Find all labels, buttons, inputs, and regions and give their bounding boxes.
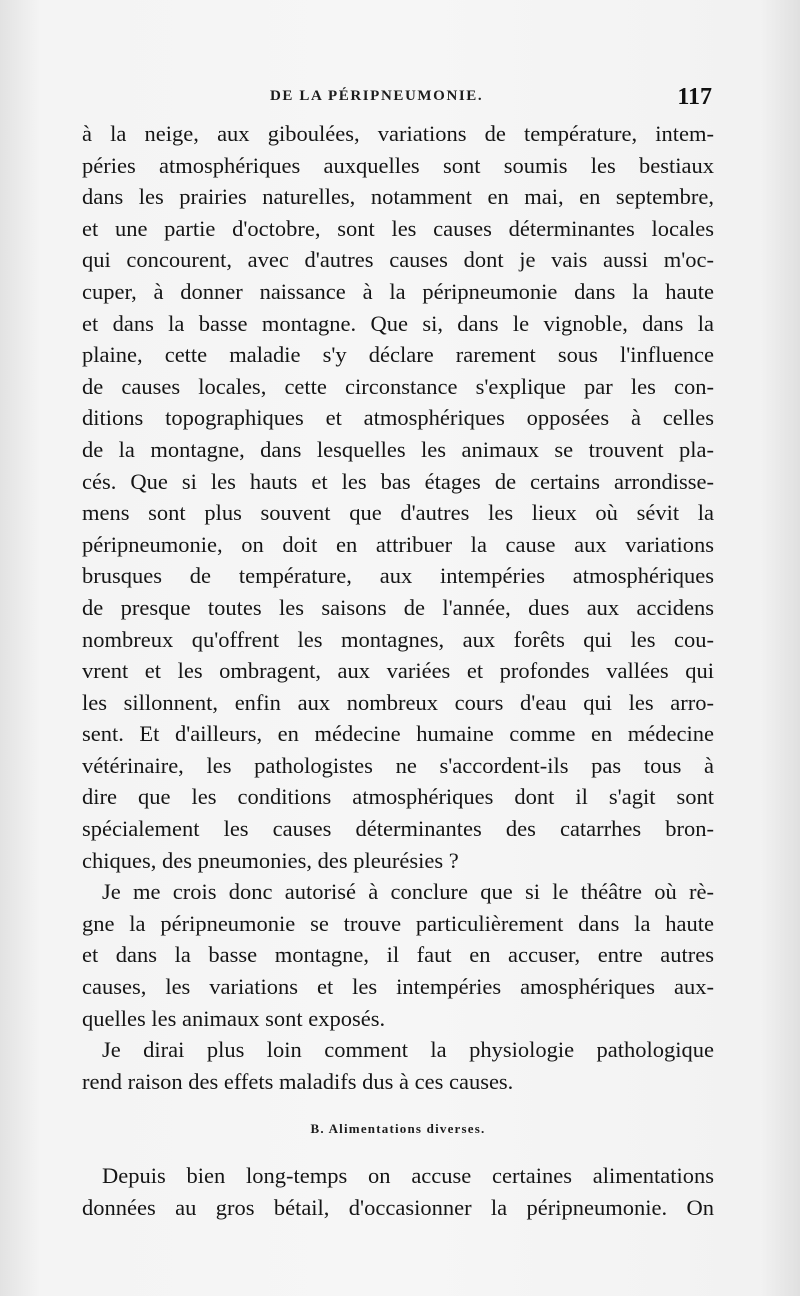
text-line: sent. Et d'ailleurs, en médecine humaine comme en médecine	[82, 721, 714, 747]
text-line: vétérinaire, les pathologistes ne s'accordent-ils pas tous à	[82, 752, 714, 778]
text-line: cés. Que si les hauts et les bas étages de certains arrondisse-	[82, 468, 714, 494]
text-line: données au gros bétail, d'occasionner la péripneumonie. On	[82, 1195, 714, 1220]
text-line: de la montagne, dans lesquelles les animaux se trouvent pla-	[82, 436, 714, 462]
paragraph-4	[82, 1160, 714, 1223]
text-line: chiques, des pneumonies, des pleurésies ?	[82, 847, 459, 873]
text-line: péries atmosphériques auxquelles sont soumis les bestiaux	[82, 152, 714, 178]
text-line: dire que les conditions atmosphériques dont il s'agit sont	[82, 784, 714, 810]
paragraph-3	[82, 1034, 714, 1097]
text-line: quelles les animaux sont exposés.	[82, 1005, 386, 1031]
running-head: DE LA PÉRIPNEUMONIE.	[270, 88, 484, 104]
paragraph-1	[82, 118, 714, 876]
text-line: ditions topographiques et atmosphériques opposées à celles	[82, 405, 714, 431]
text-line: Depuis bien long-temps on accuse certaines alimentations	[102, 1163, 714, 1189]
text-line: les sillonnent, enfin aux nombreux cours d'eau qui les arro-	[82, 689, 714, 715]
text-line: spécialement les causes déterminantes des catarrhes bron-	[82, 816, 714, 842]
text-line: mens sont plus souvent que d'autres les lieux où sévit la	[82, 500, 714, 526]
text-line: Je dirai plus loin comment la physiologie pathologique	[102, 1037, 714, 1063]
text-line: péripneumonie, on doit en attribuer la cause aux variations	[82, 531, 714, 557]
text-line: brusques de température, aux intempéries atmosphériques	[82, 563, 714, 589]
text-line: de causes locales, cette circonstance s'explique par les con-	[82, 373, 714, 399]
text-line: cuper, à donner naissance à la péripneumonie dans la haute	[82, 278, 714, 304]
text-line: et une partie d'octobre, sont les causes déterminantes locales	[82, 215, 714, 241]
page-number: 117	[677, 84, 712, 110]
text-line: et dans la basse montagne, il faut en accuser, entre autres	[82, 942, 714, 968]
text-line: à la neige, aux giboulées, variations de température, intem-	[82, 121, 714, 146]
text-line: gne la péripneumonie se trouve particulièrement dans la haute	[82, 910, 714, 936]
text-line: dans les prairies naturelles, notamment en mai, en septembre,	[82, 184, 714, 210]
text-line: vrent et les ombragent, aux variées et profondes vallées qui	[82, 658, 714, 684]
text-line: plaine, cette maladie s'y déclare rarement sous l'influence	[82, 342, 714, 368]
text-line: de presque toutes les saisons de l'année, dues aux accidens	[82, 594, 714, 620]
text-line: causes, les variations et les intempéries amosphériques aux-	[82, 974, 714, 1000]
text-line: Je me crois donc autorisé à conclure que si le théâtre où rè-	[102, 879, 714, 905]
text-line: qui concourent, avec d'autres causes dont je vais aussi m'oc-	[82, 247, 714, 273]
text-line: rend raison des effets maladifs dus à ces causes.	[82, 1068, 514, 1094]
paragraph-2	[82, 876, 714, 1034]
text-line: nombreux qu'offrent les montagnes, aux forêts qui les cou-	[82, 626, 714, 652]
text-line: et dans la basse montagne. Que si, dans le vignoble, dans la	[82, 310, 714, 336]
page-header	[82, 84, 712, 114]
section-heading: B. Alimentations diverses.	[310, 1121, 486, 1137]
body-text	[82, 118, 714, 1224]
